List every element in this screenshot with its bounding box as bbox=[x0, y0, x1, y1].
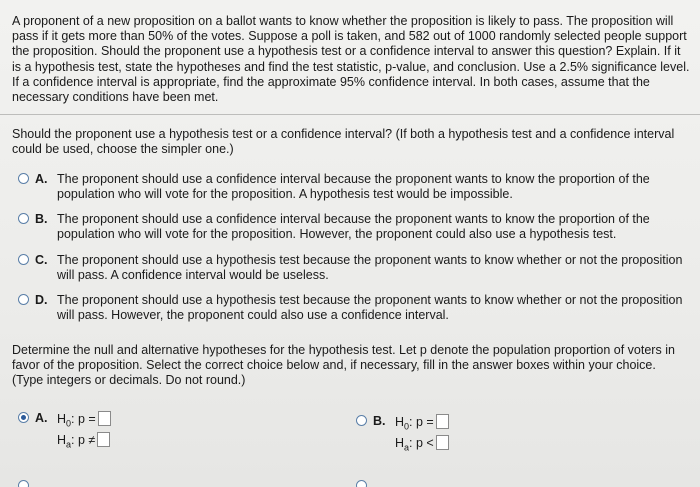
null-hypothesis: $H_0$: p = bbox=[395, 414, 449, 435]
question-2-text: Determine the null and alternative hypotheses for the hypothesis test. Let p denote the population proportion of voters in favor of the proposition. Select the correct choice below and, if necessary, fill in the answer boxes within your choice. bbox=[12, 343, 675, 372]
option-text: The proponent should use a hypothesis test because the proponent wants to know whether or not the proposition will pass. A confidence interval would be useless. bbox=[57, 253, 683, 282]
option-d-partial bbox=[356, 474, 416, 487]
radio-button-selected[interactable] bbox=[18, 412, 29, 423]
option-text: The proponent should use a confidence interval because the proponent wants to know the proportion of the population who will vote for the proposition. However, the proponent could also use a hypothesis test. bbox=[57, 212, 650, 241]
option-letter: B. bbox=[373, 414, 386, 428]
alternative-value-input[interactable] bbox=[97, 432, 110, 447]
radio-button[interactable] bbox=[18, 294, 29, 305]
alternative-hypothesis: $H_a$: p ≠ bbox=[57, 432, 110, 453]
null-value-input[interactable] bbox=[98, 411, 111, 426]
option-letter: D. bbox=[35, 293, 48, 307]
option-text: The proponent should use a confidence interval because the proponent wants to know the proportion of the population who will vote for the proposition. A hypothesis test would be impossible. bbox=[57, 172, 650, 201]
instruction-text: (Type integers or decimals. Do not round.) bbox=[12, 373, 246, 387]
alternative-hypothesis: $H_a$: p < bbox=[395, 435, 449, 456]
alternative-value-input[interactable] bbox=[436, 435, 449, 450]
option-text: The proponent should use a hypothesis test because the proponent wants to know whether or not the proposition will pass. However, the proponent could also use a confidence interval. bbox=[57, 293, 683, 322]
option-letter: A. bbox=[35, 411, 48, 425]
null-value-input[interactable] bbox=[436, 414, 449, 429]
null-hypothesis: $H_0$: p = bbox=[57, 411, 111, 432]
question-2-prompt bbox=[12, 343, 682, 388]
radio-button[interactable] bbox=[18, 173, 29, 184]
radio-button[interactable] bbox=[356, 480, 367, 487]
problem-statement: A proponent of a new proposition on a ballot wants to know whether the proposition is likely to pass. The proposition will pass if it gets more than 50% of the votes. Suppose a poll is taken, and 582 out of 1000 randomly selected people support the proposition. Should the proponent use a hypothesis test or a confidence interval to answer this question? Explain. If it is a hypothesis test, state the hypotheses and find the test statistic, p-value, and conclusion. Use a 2.5% significance level. If a confidence interval is appropriate, find the approximate 95% confidence interval. In both cases, assume that the necessary conditions have been met. bbox=[12, 14, 690, 105]
divider bbox=[0, 114, 700, 115]
question-1-prompt: Should the proponent use a hypothesis test or a confidence interval? (If both a hypothesis test and a confidence interval could be used, choose the simpler one.) bbox=[12, 127, 675, 156]
radio-button[interactable] bbox=[356, 415, 367, 426]
option-c-partial bbox=[18, 474, 78, 487]
radio-button[interactable] bbox=[18, 213, 29, 224]
option-letter: A. bbox=[35, 172, 48, 186]
radio-button[interactable] bbox=[18, 480, 29, 487]
option-letter: C. bbox=[35, 253, 48, 267]
radio-button[interactable] bbox=[18, 254, 29, 265]
option-letter: B. bbox=[35, 212, 48, 226]
